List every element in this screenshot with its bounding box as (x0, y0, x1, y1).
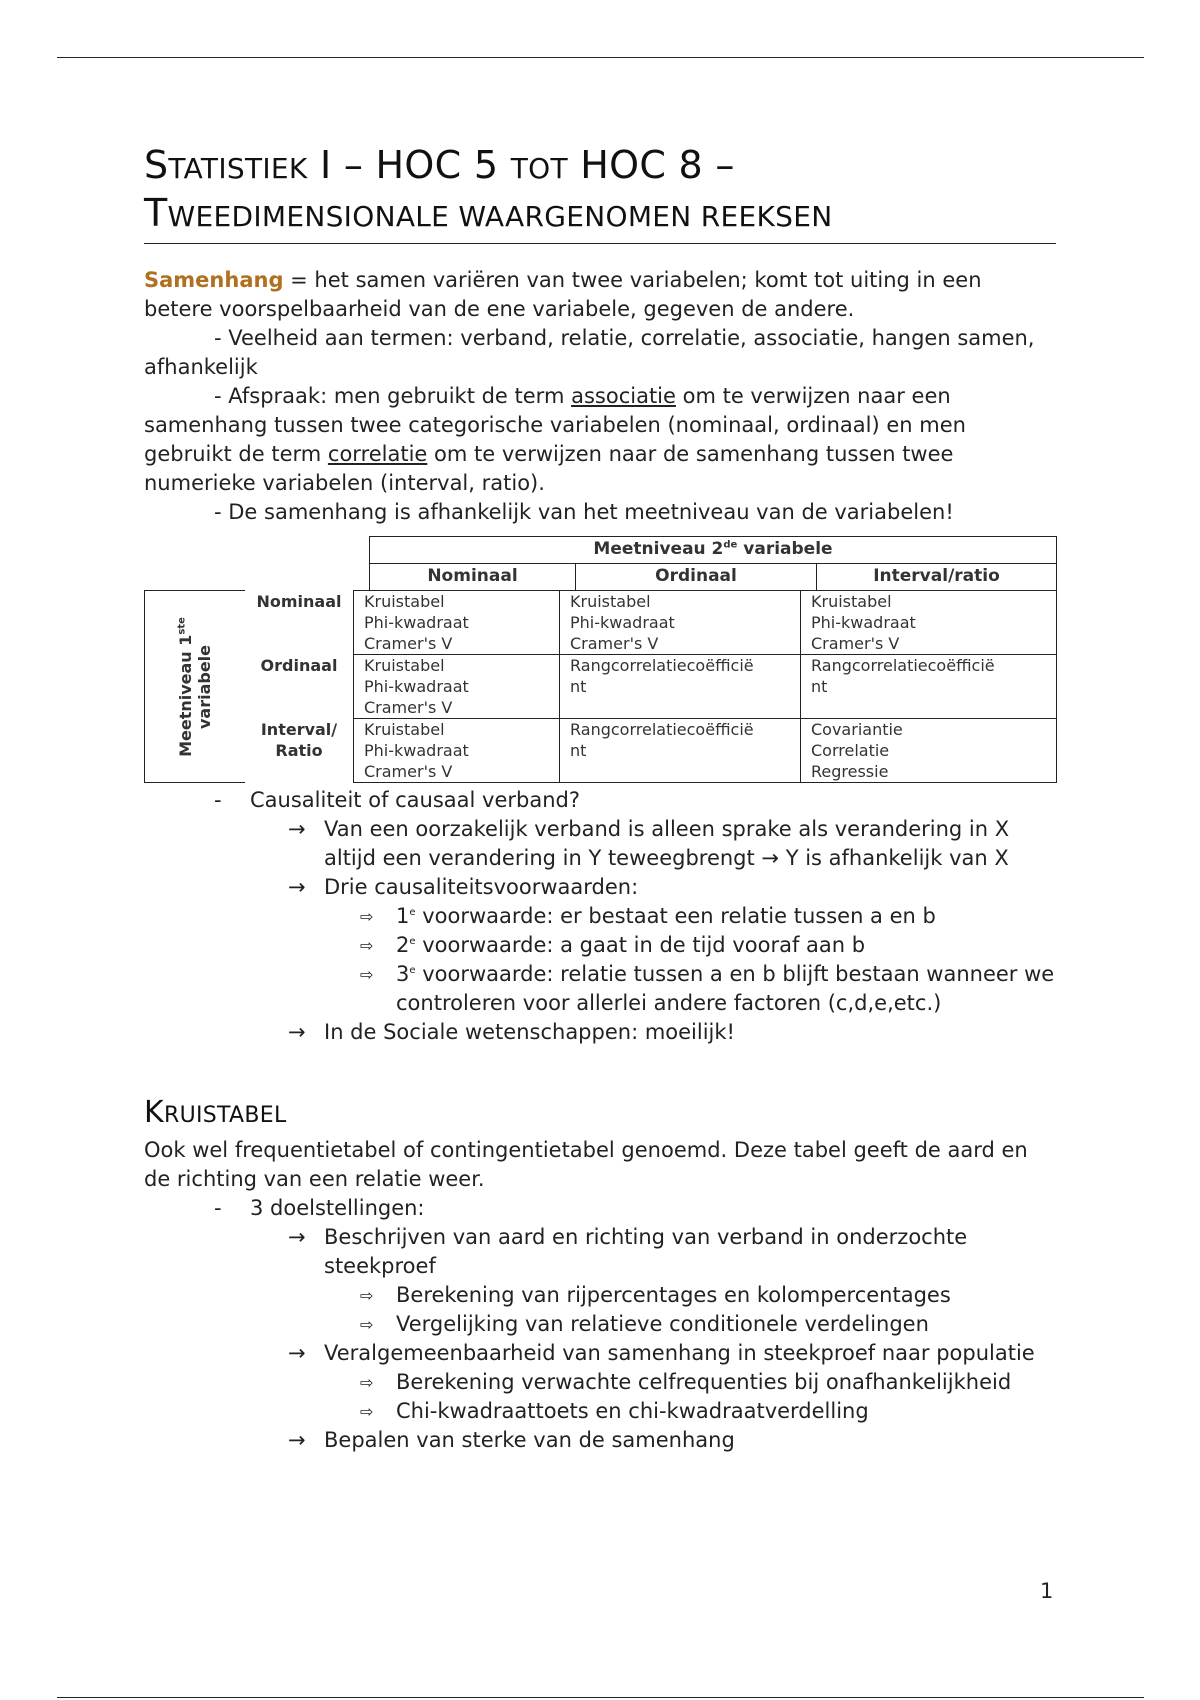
section-heading-kruistabel: KRUISTABEL (144, 1095, 287, 1130)
table-row (145, 655, 1057, 719)
intro-point-meetniveau: - De samenhang is afhankelijk van het meetniveau van de variabelen! (214, 500, 954, 524)
arrow-icon: → (288, 1020, 306, 1044)
hollow-arrow-icon: ⇨ (360, 907, 374, 926)
hollow-arrow-icon: ⇨ (360, 1286, 374, 1305)
arrow-icon: → (288, 817, 306, 841)
list-item: → Van een oorzakelijk verband is alleen sprake als verandering in X altijd een verandering in Y teweegbrengt → Y is afhankelijk van X (288, 817, 1010, 870)
measurement-level-table (144, 536, 1056, 786)
column-header: Nominaal (370, 564, 576, 591)
kruistabel-intro: Ook wel frequentietabel of contingentietabel genoemd. Deze tabel geeft de aard en de richting van een relatie weer. (144, 1138, 1028, 1191)
table-cell: Kruistabel Phi-kwadraat Cramer's V (354, 591, 560, 655)
list-item: - Causaliteit of causaal verband? → Van een oorzakelijk verband is alleen sprake als verandering in X altijd een verandering in Y teweegbrengt → Y is afhankelijk van X → Drie causaliteitsvoorwaarden: ⇨ 1e voorwaarde: er bestaat een relatie tussen a en b ⇨ 2e voorwaarde: a gaat in de tijd vooraf aan b ⇨ 3e voorwaarde: relatie tussen a en b blijft bestaan wanneer we controleren voor allerlei andere factoren (c,d,e,etc.) → In de Sociale wetenschappen: moeilijk! (144, 786, 1056, 1047)
list-item: - 3 doelstellingen: → Beschrijven van aard en richting van verband in onderzochte steekproef ⇨ Berekening van rijpercentages en kolompercentages ⇨ Vergelijking van relatieve conditionele verdelingen → Veralgemeenbaarheid van samenhang in steekproef naar populatie ⇨ Berekening verwachte celfrequenties bij onafhankelijkheid ⇨ Chi-kwadraattoets en chi-kwadraatverdelling → Bepalen van sterke van de samenhang (144, 1194, 1056, 1455)
table-cell: Kruistabel Phi-kwadraat Cramer's V (801, 591, 1057, 655)
column-header: Ordinaal (576, 564, 817, 591)
arrow-icon: → (288, 875, 306, 899)
arrow-icon: → (288, 1341, 306, 1365)
row-header: Ordinaal (245, 655, 354, 719)
hollow-arrow-icon: ⇨ (360, 936, 374, 955)
row-group-header: Meetniveau 1ste variabele (145, 591, 246, 783)
list-item: ⇨ 1e voorwaarde: er bestaat een relatie tussen a en b (144, 902, 1056, 931)
hollow-arrow-icon: ⇨ (360, 965, 374, 984)
header-rule (57, 57, 1144, 58)
column-header: Interval/ratio (817, 564, 1057, 591)
intro-point-afspraak: - Afspraak: men gebruikt de term associatie om te verwijzen naar een samenhang tussen twee categorische variabelen (nominaal, ordinaal) en men gebruikt de term correlatie om te verwijzen naar de samenhang tussen twee numerieke variabelen (interval, ratio). (144, 384, 966, 495)
page-content (144, 143, 1056, 1455)
table-cell: Rangcorrelatiecoëfficië nt (801, 655, 1057, 719)
list-item: ⇨ Berekening van rijpercentages en kolompercentages (144, 1281, 1056, 1310)
samenhang-definition: Samenhang = het samen variëren van twee variabelen; komt tot uiting in een betere voorspelbaarheid van de ene variabele, gegeven de andere. (144, 268, 982, 321)
table-cell: Kruistabel Phi-kwadraat Cramer's V (354, 655, 560, 719)
table-cell: Kruistabel Phi-kwadraat Cramer's V (354, 719, 560, 783)
table-row (145, 719, 1057, 783)
hollow-arrow-icon: ⇨ (360, 1402, 374, 1421)
list-item: → Drie causaliteitsvoorwaarden: ⇨ 1e voorwaarde: er bestaat een relatie tussen a en b ⇨ 2e voorwaarde: a gaat in de tijd vooraf aan b ⇨ 3e voorwaarde: relatie tussen a en b blijft bestaan wanneer we controleren voor allerlei andere factoren (c,d,e,etc.) (144, 873, 1056, 1018)
table-cell: Rangcorrelatiecoëfficië nt (560, 655, 801, 719)
column-group-header: Meetniveau 2de variabele (370, 537, 1057, 564)
goals-list (144, 1194, 1056, 1455)
table-cell: Kruistabel Phi-kwadraat Cramer's V (560, 591, 801, 655)
list-item: ⇨ Chi-kwadraattoets en chi-kwadraatverdelling (144, 1397, 1056, 1426)
list-item: ⇨ 2e voorwaarde: a gaat in de tijd vooraf aan b (144, 931, 1056, 960)
list-item: → In de Sociale wetenschappen: moeilijk! (144, 1018, 1056, 1047)
causality-list (144, 786, 1056, 1047)
samenhang-term: Samenhang (144, 268, 284, 292)
list-item: ⇨ Vergelijking van relatieve conditionele verdelingen (144, 1310, 1056, 1339)
footer-rule (57, 1697, 1144, 1698)
table-row (145, 591, 1057, 655)
hollow-arrow-icon: ⇨ (360, 1373, 374, 1392)
table-cell: Covariantie Correlatie Regressie (801, 719, 1057, 783)
list-item: → Veralgemeenbaarheid van samenhang in steekproef naar populatie ⇨ Berekening verwachte celfrequenties bij onafhankelijkheid ⇨ Chi-kwadraattoets en chi-kwadraatverdelling (144, 1339, 1056, 1426)
list-item: ⇨ 3e voorwaarde: relatie tussen a en b blijft bestaan wanneer we controleren voor allerlei andere factoren (c,d,e,etc.) (360, 962, 1055, 1015)
list-item: ⇨ Berekening verwachte celfrequenties bij onafhankelijkheid (144, 1368, 1056, 1397)
hollow-arrow-icon: ⇨ (360, 1315, 374, 1334)
list-item: → Bepalen van sterke van de samenhang (144, 1426, 1056, 1455)
arrow-icon: → (288, 1225, 306, 1249)
arrow-icon: → (288, 1428, 306, 1452)
page-title: STATISTIEK I – HOC 5 TOT HOC 8 – TWEEDIMENSIONALE WAARGENOMEN REEKSEN (144, 143, 1056, 244)
intro-point-terms: - Veelheid aan termen: verband, relatie, correlatie, associatie, hangen samen, afhankelijk (144, 326, 1035, 379)
table-column-headers (369, 536, 1057, 591)
row-header: Interval/ Ratio (245, 719, 354, 783)
table-body (144, 590, 1057, 783)
page-number: 1 (1040, 1579, 1054, 1603)
list-item: → Beschrijven van aard en richting van verband in onderzochte steekproef ⇨ Berekening van rijpercentages en kolompercentages ⇨ Vergelijking van relatieve conditionele verdelingen (144, 1223, 1056, 1339)
table-cell: Rangcorrelatiecoëfficië nt (560, 719, 801, 783)
row-header: Nominaal (245, 591, 354, 655)
